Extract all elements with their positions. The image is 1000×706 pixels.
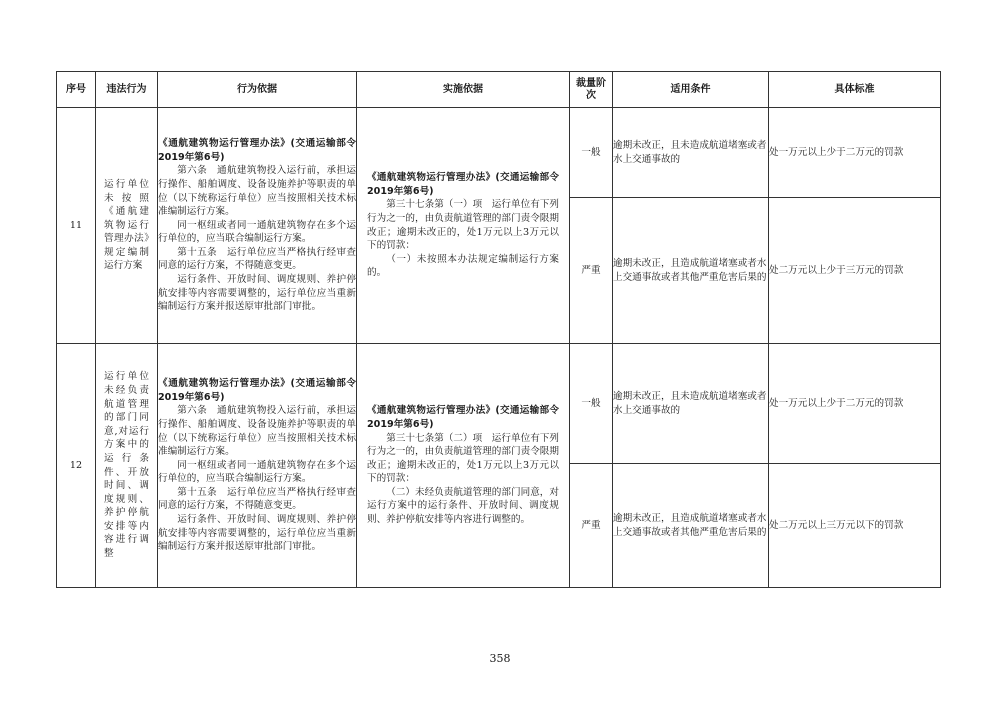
header-seq: 序号 <box>57 72 96 108</box>
impl-paragraph: （一）未按照本办法规定编制运行方案的。 <box>367 253 559 279</box>
row-condition: 逾期未改正，且未造成航道堵塞或者水上交通事故的 <box>613 344 769 464</box>
row-seq: 11 <box>57 108 96 344</box>
basis-paragraph: 第十五条 运行单位应当严格执行经审查同意的运行方案，不得随意变更。 <box>158 486 356 512</box>
penalty-table <box>56 71 941 588</box>
basis-title: 《通航建筑物运行管理办法》(交通运输部令2019年第6号) <box>158 138 356 163</box>
header-std: 具体标准 <box>769 72 941 108</box>
row-level: 一般 <box>570 108 613 198</box>
row-standard: 处二万元以上三万元以下的罚款 <box>769 464 941 588</box>
table-header-row <box>57 72 941 108</box>
impl-paragraph: （二）未经负责航道管理的部门同意，对运行方案中的运行条件、开放时间、调度规则、养护停航安排等内容进行调整的。 <box>367 486 559 526</box>
row-level: 严重 <box>570 198 613 344</box>
header-violation: 违法行为 <box>96 72 158 108</box>
header-level: 裁量阶次 <box>570 72 613 108</box>
row-level: 严重 <box>570 464 613 588</box>
page-number: 358 <box>489 652 511 665</box>
row-standard: 处二万元以上少于三万元的罚款 <box>769 198 941 344</box>
row-impl <box>357 344 570 588</box>
basis-paragraph: 运行条件、开放时间、调度规则、养护停航安排等内容需要调整的，运行单位应当重新编制运行方案并报送原审批部门审批。 <box>158 514 356 553</box>
row-violation: 运行单位未按照《通航建筑物运行管理办法》规定编制运行方案 <box>96 108 158 344</box>
row-level: 一般 <box>570 344 613 464</box>
row-impl <box>357 108 570 344</box>
basis-paragraph: 同一枢纽或者同一通航建筑物存在多个运行单位的，应当联合编制运行方案。 <box>158 459 356 485</box>
impl-paragraph: 第三十七条第（一）项 运行单位有下列行为之一的，由负责航道管理的部门责令限期改正；逾期未改正的，处1万元以上3万元以下的罚款： <box>367 199 559 252</box>
header-cond: 适用条件 <box>613 72 769 108</box>
row-condition: 逾期未改正，且造成航道堵塞或者水上交通事故或者其他严重危害后果的 <box>613 198 769 344</box>
row-condition: 逾期未改正，且造成航道堵塞或者水上交通事故或者其他严重危害后果的 <box>613 464 769 588</box>
basis-paragraph: 第十五条 运行单位应当严格执行经审查同意的运行方案，不得随意变更。 <box>158 246 356 272</box>
basis-paragraph: 第六条 通航建筑物投入运行前，承担运行操作、船舶调度、设备设施养护等职责的单位（以下统称运行单位）应当按照相关技术标准编制运行方案。 <box>158 405 356 458</box>
row-violation: 运行单位未经负责航道管理的部门同意,对运行方案中的运行条件、开放时间、调度规则、养护停航安排等内容进行调整 <box>96 344 158 588</box>
table-row <box>57 108 941 198</box>
row-standard: 处一万元以上少于二万元的罚款 <box>769 344 941 464</box>
row-seq: 12 <box>57 344 96 588</box>
basis-paragraph: 运行条件、开放时间、调度规则、养护停航安排等内容需要调整的，运行单位应当重新编制运行方案并报送原审批部门审批。 <box>158 274 356 313</box>
impl-paragraph: 第三十七条第（二）项 运行单位有下列行为之一的，由负责航道管理的部门责令限期改正；逾期未改正的，处1万元以上3万元以下的罚款： <box>367 432 559 485</box>
basis-title: 《通航建筑物运行管理办法》(交通运输部令2019年第6号) <box>158 378 356 403</box>
basis-paragraph: 第六条 通航建筑物投入运行前，承担运行操作、船舶调度、设备设施养护等职责的单位（以下统称运行单位）应当按照相关技术标准编制运行方案。 <box>158 165 356 218</box>
impl-title: 《通航建筑物运行管理办法》(交通运输部令2019年第6号) <box>367 172 559 197</box>
header-impl: 实施依据 <box>357 72 570 108</box>
header-basis: 行为依据 <box>158 72 357 108</box>
row-basis <box>158 108 357 344</box>
basis-paragraph: 同一枢纽或者同一通航建筑物存在多个运行单位的，应当联合编制运行方案。 <box>158 219 356 245</box>
impl-title: 《通航建筑物运行管理办法》(交通运输部令2019年第6号) <box>367 405 559 430</box>
row-condition: 逾期未改正，且未造成航道堵塞或者水上交通事故的 <box>613 108 769 198</box>
table-row <box>57 344 941 464</box>
row-standard: 处一万元以上少于二万元的罚款 <box>769 108 941 198</box>
row-basis <box>158 344 357 588</box>
